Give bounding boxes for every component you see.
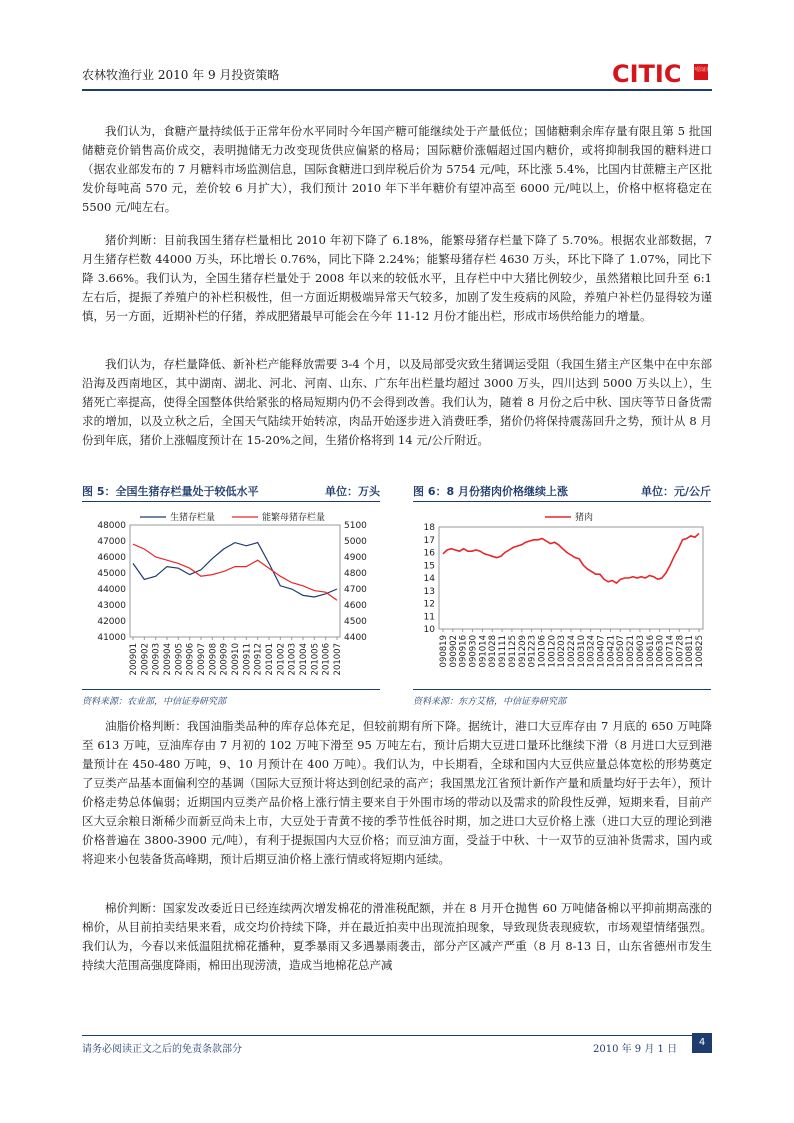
figure-5-title: 图 5：全国生猪存栏量处于较低水平	[82, 485, 259, 498]
x-tick-label: 201001	[265, 643, 275, 676]
x-tick-label: 201006	[321, 643, 332, 676]
y-left-tick-label: 47000	[97, 537, 126, 547]
figure-6	[413, 481, 711, 709]
y-tick-label: 14	[423, 574, 435, 584]
legend-label-0: 生猪存栏量	[170, 513, 216, 523]
x-tick-label: 200907	[197, 643, 207, 676]
legend-label-1: 能繁母猪存栏量	[262, 513, 326, 523]
x-tick-label: 091223	[527, 635, 538, 668]
legend-label-0: 猪肉	[575, 513, 594, 523]
x-tick-label: 100324	[586, 635, 597, 668]
x-tick-label: 091125	[507, 635, 518, 668]
y-left-tick-label: 42000	[97, 617, 126, 627]
plot-frame	[439, 527, 703, 629]
report-title: 农林牧渔行业 2010 年 9 月投资策略	[82, 68, 280, 82]
x-tick-label: 201007	[333, 643, 343, 676]
x-tick-label: 090819	[439, 635, 449, 668]
y-tick-label: 15	[423, 561, 435, 572]
y-right-tick-label: 4700	[344, 585, 367, 595]
x-tick-label: 100310	[576, 635, 587, 668]
x-tick-label: 100616	[645, 635, 656, 668]
x-tick-label: 091111	[498, 635, 509, 668]
x-tick-label: 200906	[185, 643, 196, 676]
y-right-tick-label: 4400	[344, 633, 367, 643]
x-tick-label: 100714	[665, 635, 676, 668]
y-tick-label: 17	[423, 535, 435, 546]
y-right-tick-label: 4500	[344, 617, 367, 627]
footer-disclaimer: 请务必阅读正文之后的免责条款部分	[82, 1044, 242, 1055]
y-tick-label: 13	[423, 586, 435, 597]
figure-5	[82, 481, 380, 709]
figure-5-chart	[82, 505, 380, 685]
logo-text: CITIC	[612, 60, 682, 88]
figure-5-source: 资料来源：农业部，中信证券研究部	[82, 697, 227, 707]
figure-6-header	[413, 481, 711, 499]
y-tick-label: 10	[423, 625, 435, 635]
x-tick-label: 100224	[567, 635, 577, 668]
x-tick-label: 100507	[616, 635, 627, 668]
x-tick-label: 201002	[276, 643, 287, 676]
x-tick-label: 200905	[174, 643, 185, 676]
x-tick-label: 100825	[695, 635, 705, 668]
paragraph-cotton: 棉价判断：国家发改委近日已经连续两次增发棉花的滑准税配额，并在 8 月开仓抛售 60 万吨储备棉以平抑前期高涨的棉价，从目前拍卖结果来看，成交均价持续下降，并在最近拍卖中出现流拍现象，导致现货表现疲软，市场观望情绪强烈。我们认为，今春以来低温阻扰棉花播种，夏季暴雨又多遇暴雨袭击，部分产区减产严重（8 月 8-13 日，山东省德州市发生持续大范围高强度降雨，棉田出现涝渍，造成当地棉花总产减	[82, 901, 712, 972]
series-line-0	[133, 543, 337, 597]
y-left-tick-label: 43000	[97, 601, 126, 611]
x-tick-label: 201003	[287, 643, 298, 676]
x-tick-label: 100603	[635, 635, 646, 668]
y-left-tick-label: 41000	[97, 633, 126, 643]
x-tick-label: 200904	[163, 643, 173, 676]
figure-6-source: 资料来源：东方艾格，中信证券研究部	[413, 697, 567, 707]
figure-6-unit: 单位：元/公斤	[640, 485, 711, 498]
figure-6-title: 图 6：8 月份猪肉价格继续上涨	[413, 485, 568, 498]
x-tick-label: 200901	[129, 643, 139, 676]
y-tick-label: 16	[423, 548, 435, 559]
y-tick-label: 11	[423, 612, 435, 623]
x-tick-label: 100728	[675, 635, 686, 668]
x-tick-label: 200911	[242, 643, 253, 676]
x-tick-label: 100811	[685, 635, 696, 668]
page-number: 4	[692, 1033, 712, 1053]
y-left-tick-label: 44000	[97, 585, 126, 595]
figure-6-chart	[413, 505, 711, 685]
footer-date: 2010 年 9 月 1 日	[593, 1044, 678, 1055]
footer-rule	[82, 1035, 712, 1036]
x-tick-label: 200902	[140, 643, 151, 676]
x-tick-label: 100521	[626, 635, 637, 668]
x-tick-label: 100421	[606, 635, 617, 668]
logo-cn: 中信证券	[690, 67, 712, 73]
y-right-tick-label: 5100	[344, 521, 367, 531]
y-right-tick-label: 4900	[344, 553, 367, 563]
paragraph-oils: 油脂价格判断：我国油脂类品种的库存总体充足，但较前期有所下降。据统计，港口大豆库存由 7 月底的 650 万吨降至 613 万吨，豆油库存由 7 月初的 102 万吨下滑至 95 万吨左右，预计后期大豆进口量环比继续下滑（8 月进口大豆到港量预计在 450-480 万吨，9、10 月预计在 400 万吨）。我们认为，中长期看，全球和国内大豆供应量总体宽松的形势奠定了豆类产品基本面偏利空的基调（国际大豆预计将达到创纪录的高产；我国黑龙江省预计新作产量和质量均好于去年），预计价格走势总体偏弱；近期国内豆类产品价格上涨行情主要来自于外围市场的带动以及需求的阶段性反弹，短期来看，目前产区大豆余粮日渐稀少而新豆尚未上市，大豆处于青黄不接的季节性低谷时期，加之进口大豆价格上涨（进口大豆的理论到港价格普遍在 3800-3900 元/吨），有利于提振国内大豆价格；而豆油方面，受益于中秋、十一双节的豆油补货需求，国内或将迎来小包装备货高峰期，预计后期豆油价格上涨行情或将短期内延续。	[82, 719, 712, 866]
x-tick-label: 091014	[478, 635, 489, 668]
x-tick-label: 201004	[299, 643, 309, 676]
x-tick-label: 100203	[557, 635, 568, 668]
paragraph-hog-price: 猪价判断：目前我国生猪存栏量相比 2010 年初下降了 6.18%，能繁母猪存栏量下降了 5.70%。根据农业部数据，7 月生猪存栏数 44000 万头，环比增长 0.76%，同比下降 2.24%；能繁母猪存栏 4630 万头，环比下降了 1.07%，同比下降 3.66%。我们认为，全国生猪存栏量处于 2008 年以来的较低水平，且存栏中中大猪比例较少，虽然猪粮比回升至 6:1 左右后，提振了养殖户的补栏积极性，但一方面近期极端异常天气较多，加剧了发生疫病的风险，养殖户补栏仍显得较为谨慎，另一方面，近期补栏的仔猪，养成肥猪最早可能会在今年 11-12 月份才能出栏，形成市场供给能力的增量。	[82, 233, 712, 323]
series-line-0	[443, 533, 699, 583]
x-tick-label: 090930	[468, 635, 479, 668]
x-tick-label: 091028	[488, 635, 499, 668]
x-tick-label: 100407	[596, 635, 607, 668]
y-right-tick-label: 4800	[344, 569, 367, 579]
page-header	[82, 58, 712, 88]
y-left-tick-label: 48000	[97, 521, 126, 531]
figure-5-unit: 单位：万头	[325, 485, 380, 498]
y-tick-label: 18	[423, 523, 435, 533]
citic-logo	[612, 58, 712, 88]
x-tick-label: 090916	[458, 635, 469, 668]
x-tick-label: 200912	[253, 643, 264, 676]
x-tick-label: 090902	[448, 635, 459, 668]
paragraph-sugar: 我们认为，食糖产量持续低于正常年份水平同时今年国产糖可能继续处于产量低位；国储糖剩余库存量有限且第 5 批国储糖竞价销售高价成交，表明抛储无力改变现货供应偏紧的格局；国际糖价涨幅超过国内糖价，或将抑制我国的糖料进口（据农业部发布的 7 月糖料市场监测信息，国际食糖进口到岸税后价为 5754 元/吨，环比涨 5.4%，比国内甘蔗糖主产区批发价每吨高 570 元，差价较 6 月扩大），我们预计 2010 年下半年糖价有望冲高至 6000 元/吨以上，价格中枢将稳定在 5500 元/吨左右。	[82, 124, 712, 214]
x-tick-label: 200909	[219, 643, 230, 676]
y-left-tick-label: 45000	[97, 569, 126, 579]
x-tick-label: 100120	[547, 635, 558, 668]
y-right-tick-label: 4600	[344, 601, 367, 611]
x-tick-label: 200910	[231, 643, 241, 676]
x-tick-label: 200903	[151, 643, 162, 676]
x-tick-label: 100106	[537, 635, 548, 668]
x-tick-label: 091209	[517, 635, 528, 668]
y-left-tick-label: 46000	[97, 553, 126, 563]
y-right-tick-label: 5000	[344, 537, 367, 547]
figure-5-header	[82, 481, 380, 499]
x-tick-label: 201005	[310, 643, 321, 676]
header-rule	[82, 89, 712, 91]
x-tick-label: 200908	[208, 643, 219, 676]
x-tick-label: 100630	[655, 635, 666, 668]
y-tick-label: 12	[423, 599, 435, 610]
paragraph-hog-outlook: 我们认为，存栏量降低、新补栏产能释放需要 3-4 个月，以及局部受灾致生猪调运受阻（我国生猪主产区集中在中东部沿海及西南地区，其中湖南、湖北、河北、河南、山东、广东年出栏量均超过 3000 万头，四川达到 5000 万头以上），生猪死亡率提高，使得全国整体供给紧张的格局短期内仍不会得到改善。我们认为，随着 8 月份之后中秋、国庆等节日备货需求的增加，以及立秋之后，全国天气陆续开始转凉，肉品开始逐步进入消费旺季，猪价仍将保持震荡回升之势，预计从 8 月份到年底，猪价上涨幅度预计在 15-20%之间，生猪价格将到 14 元/公斤附近。	[82, 357, 712, 447]
plot-frame	[130, 525, 340, 637]
series-line-1	[133, 544, 337, 600]
